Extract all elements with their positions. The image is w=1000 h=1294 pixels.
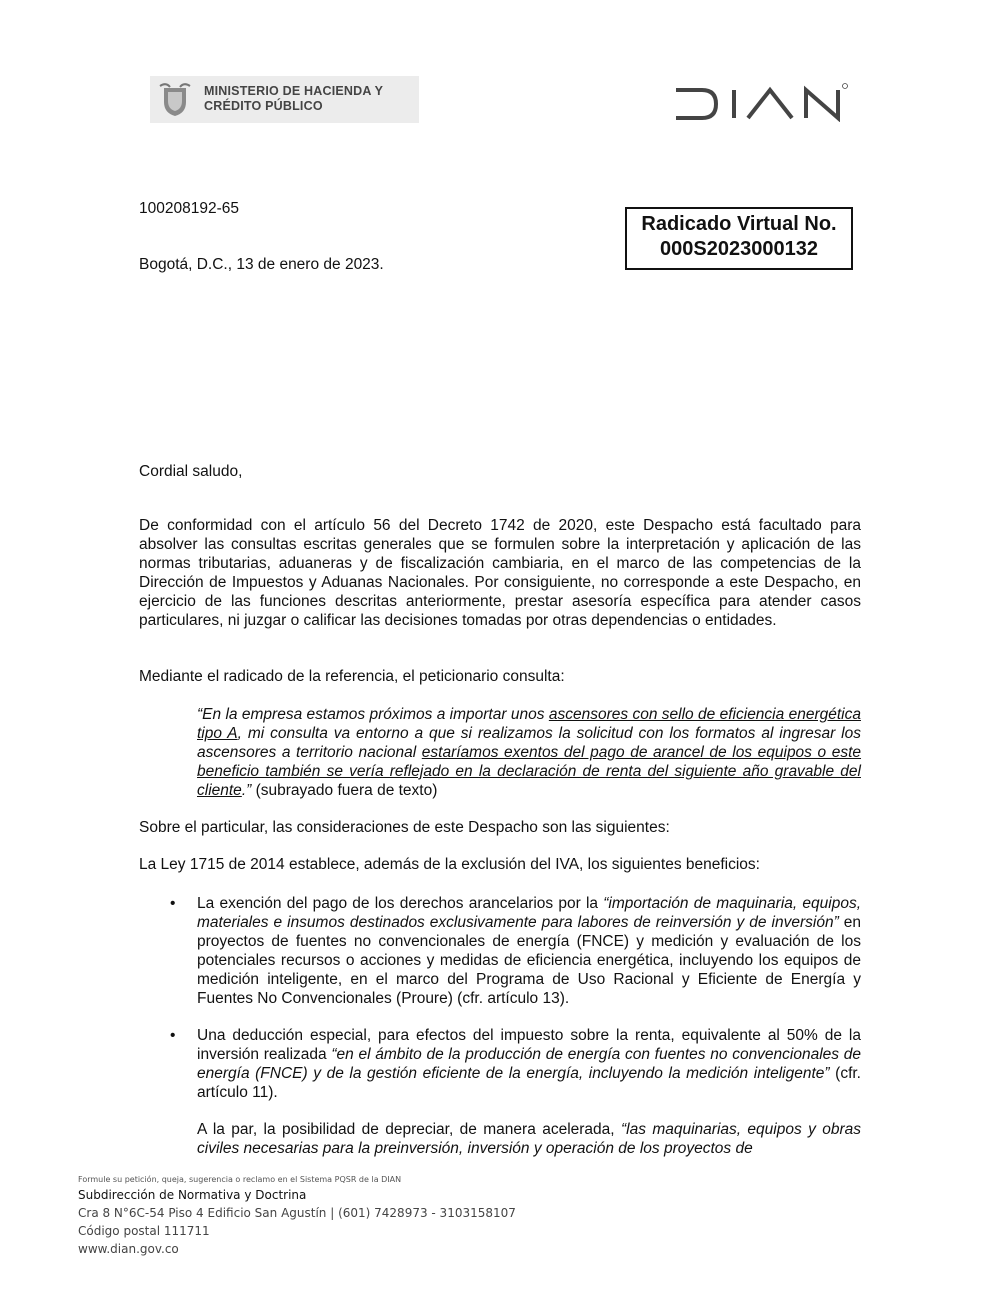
quote-part-a: “En la empresa estamos próximos a importar unos — [197, 706, 549, 723]
bullet-item-tariff-exemption — [197, 895, 861, 1008]
radicado-number: 000S2023000132 — [660, 238, 818, 260]
footer-website-link[interactable]: www.dian.gov.co — [78, 1242, 179, 1256]
paragraph-consultation-intro: Mediante el radicado de la referencia, el peticionario consulta: — [139, 668, 565, 685]
quote-part-c: , mi consulta va entorno a que si realizamos la solicitud con los formatos al ingresar los ascensores a territorio nacional — [197, 724, 861, 761]
reference-number: 100208192-65 — [139, 200, 239, 217]
bullet-item-special-deduction — [197, 1027, 861, 1103]
radicado-label: Radicado Virtual No. — [641, 213, 837, 235]
coat-of-arms-icon — [158, 82, 192, 118]
bullet1-text-c: en proyectos de fuentes no convencionales de energía (FNCE) y medición y evaluación de los potenciales recursos o acciones y medidas de eficiencia energética, incluyendo los equipos de medición inteligente, en el marco del Programa de Uso Racional y Eficiente de Energía y Fuentes No Convencionales (Proure) (cfr. artículo 13). — [197, 913, 861, 1007]
bullet2-quote: “en el ámbito de la producción de energía con fuentes no convencionales de energía (FNCE) y de la gestión eficiente de la energía, incluyendo la medición inteligente” — [197, 1045, 861, 1082]
ministry-name — [204, 84, 383, 114]
quote-note: (subrayado fuera de texto) — [251, 781, 438, 799]
radicado-box — [625, 207, 853, 270]
quote-underlined-2: estaríamos exentos del pago de arancel de los equipos o este beneficio también se vería reflejado en la declaración de renta del siguiente año gravable del cliente — [197, 743, 862, 799]
quoted-consultation — [197, 706, 861, 801]
footer-postal-code: Código postal 111711 — [78, 1224, 210, 1238]
bullet2-text-c: (cfr. artículo 11). — [197, 1064, 861, 1101]
footer-address: Cra 8 N°6C-54 Piso 4 Edificio San Agustín | (601) 7428973 - 3103158107 — [78, 1206, 516, 1220]
footer-office: Subdirección de Normativa y Doctrina — [78, 1188, 307, 1202]
greeting: Cordial saludo, — [139, 463, 243, 480]
date-line: Bogotá, D.C., 13 de enero de 2023. — [139, 256, 384, 273]
footer-pqsr-note: Formule su petición, queja, sugerencia o reclamo en el Sistema PQSR de la DIAN — [78, 1175, 402, 1184]
paragraph-considerations: Sobre el particular, las consideraciones de este Despacho son las siguientes: — [139, 819, 670, 836]
ministry-line-2: CRÉDITO PÚBLICO — [204, 99, 323, 113]
p5-text-a: A la par, la posibilidad de depreciar, de manera acelerada, — [197, 1121, 621, 1138]
bullet-icon: • — [170, 895, 176, 912]
bullet2-text-a: Una deducción especial, para efectos del impuesto sobre la renta, equivalente al 50% de la inversión realizada — [197, 1027, 861, 1063]
quote-close: .” — [241, 781, 252, 799]
bullet1-text-a: La exención del pago de los derechos arancelarios por la — [197, 895, 604, 912]
dian-logo-icon — [674, 82, 849, 122]
bullet-icon: • — [170, 1027, 176, 1044]
bullet1-quote: “importación de maquinaria, equipos, materiales e insumos destinados exclusivamente para labores de reinversión y de inversión” — [197, 895, 862, 931]
quote-underlined-1: ascensores con sello de eficiencia energética tipo A — [197, 706, 861, 742]
p5-quote: “las maquinarias, equipos y obras civiles necesarias para la preinversión, inversión y operación de los proyectos de — [197, 1121, 861, 1157]
ministry-line-1: MINISTERIO DE HACIENDA Y — [204, 84, 384, 98]
paragraph-accelerated-depreciation — [197, 1121, 861, 1159]
paragraph-competence: De conformidad con el artículo 56 del Decreto 1742 de 2020, este Despacho está facultado para absolver las consultas escritas generales que se formulen sobre la interpretación y aplicación de las normas tributarias, aduaneras y de fiscalización cambiaria, en el marco de las competencias de la Dirección de Impuestos y Aduanas Nacionales. Por consiguiente, no corresponde a este Despacho, en ejercicio de las funciones descritas anteriormente, prestar asesoría específica para atender casos particulares, ni juzgar o calificar las decisiones tomadas por otras dependencias o entidades. — [139, 517, 861, 629]
paragraph-law-1715: La Ley 1715 de 2014 establece, además de la exclusión del IVA, los siguientes beneficios: — [139, 856, 760, 873]
